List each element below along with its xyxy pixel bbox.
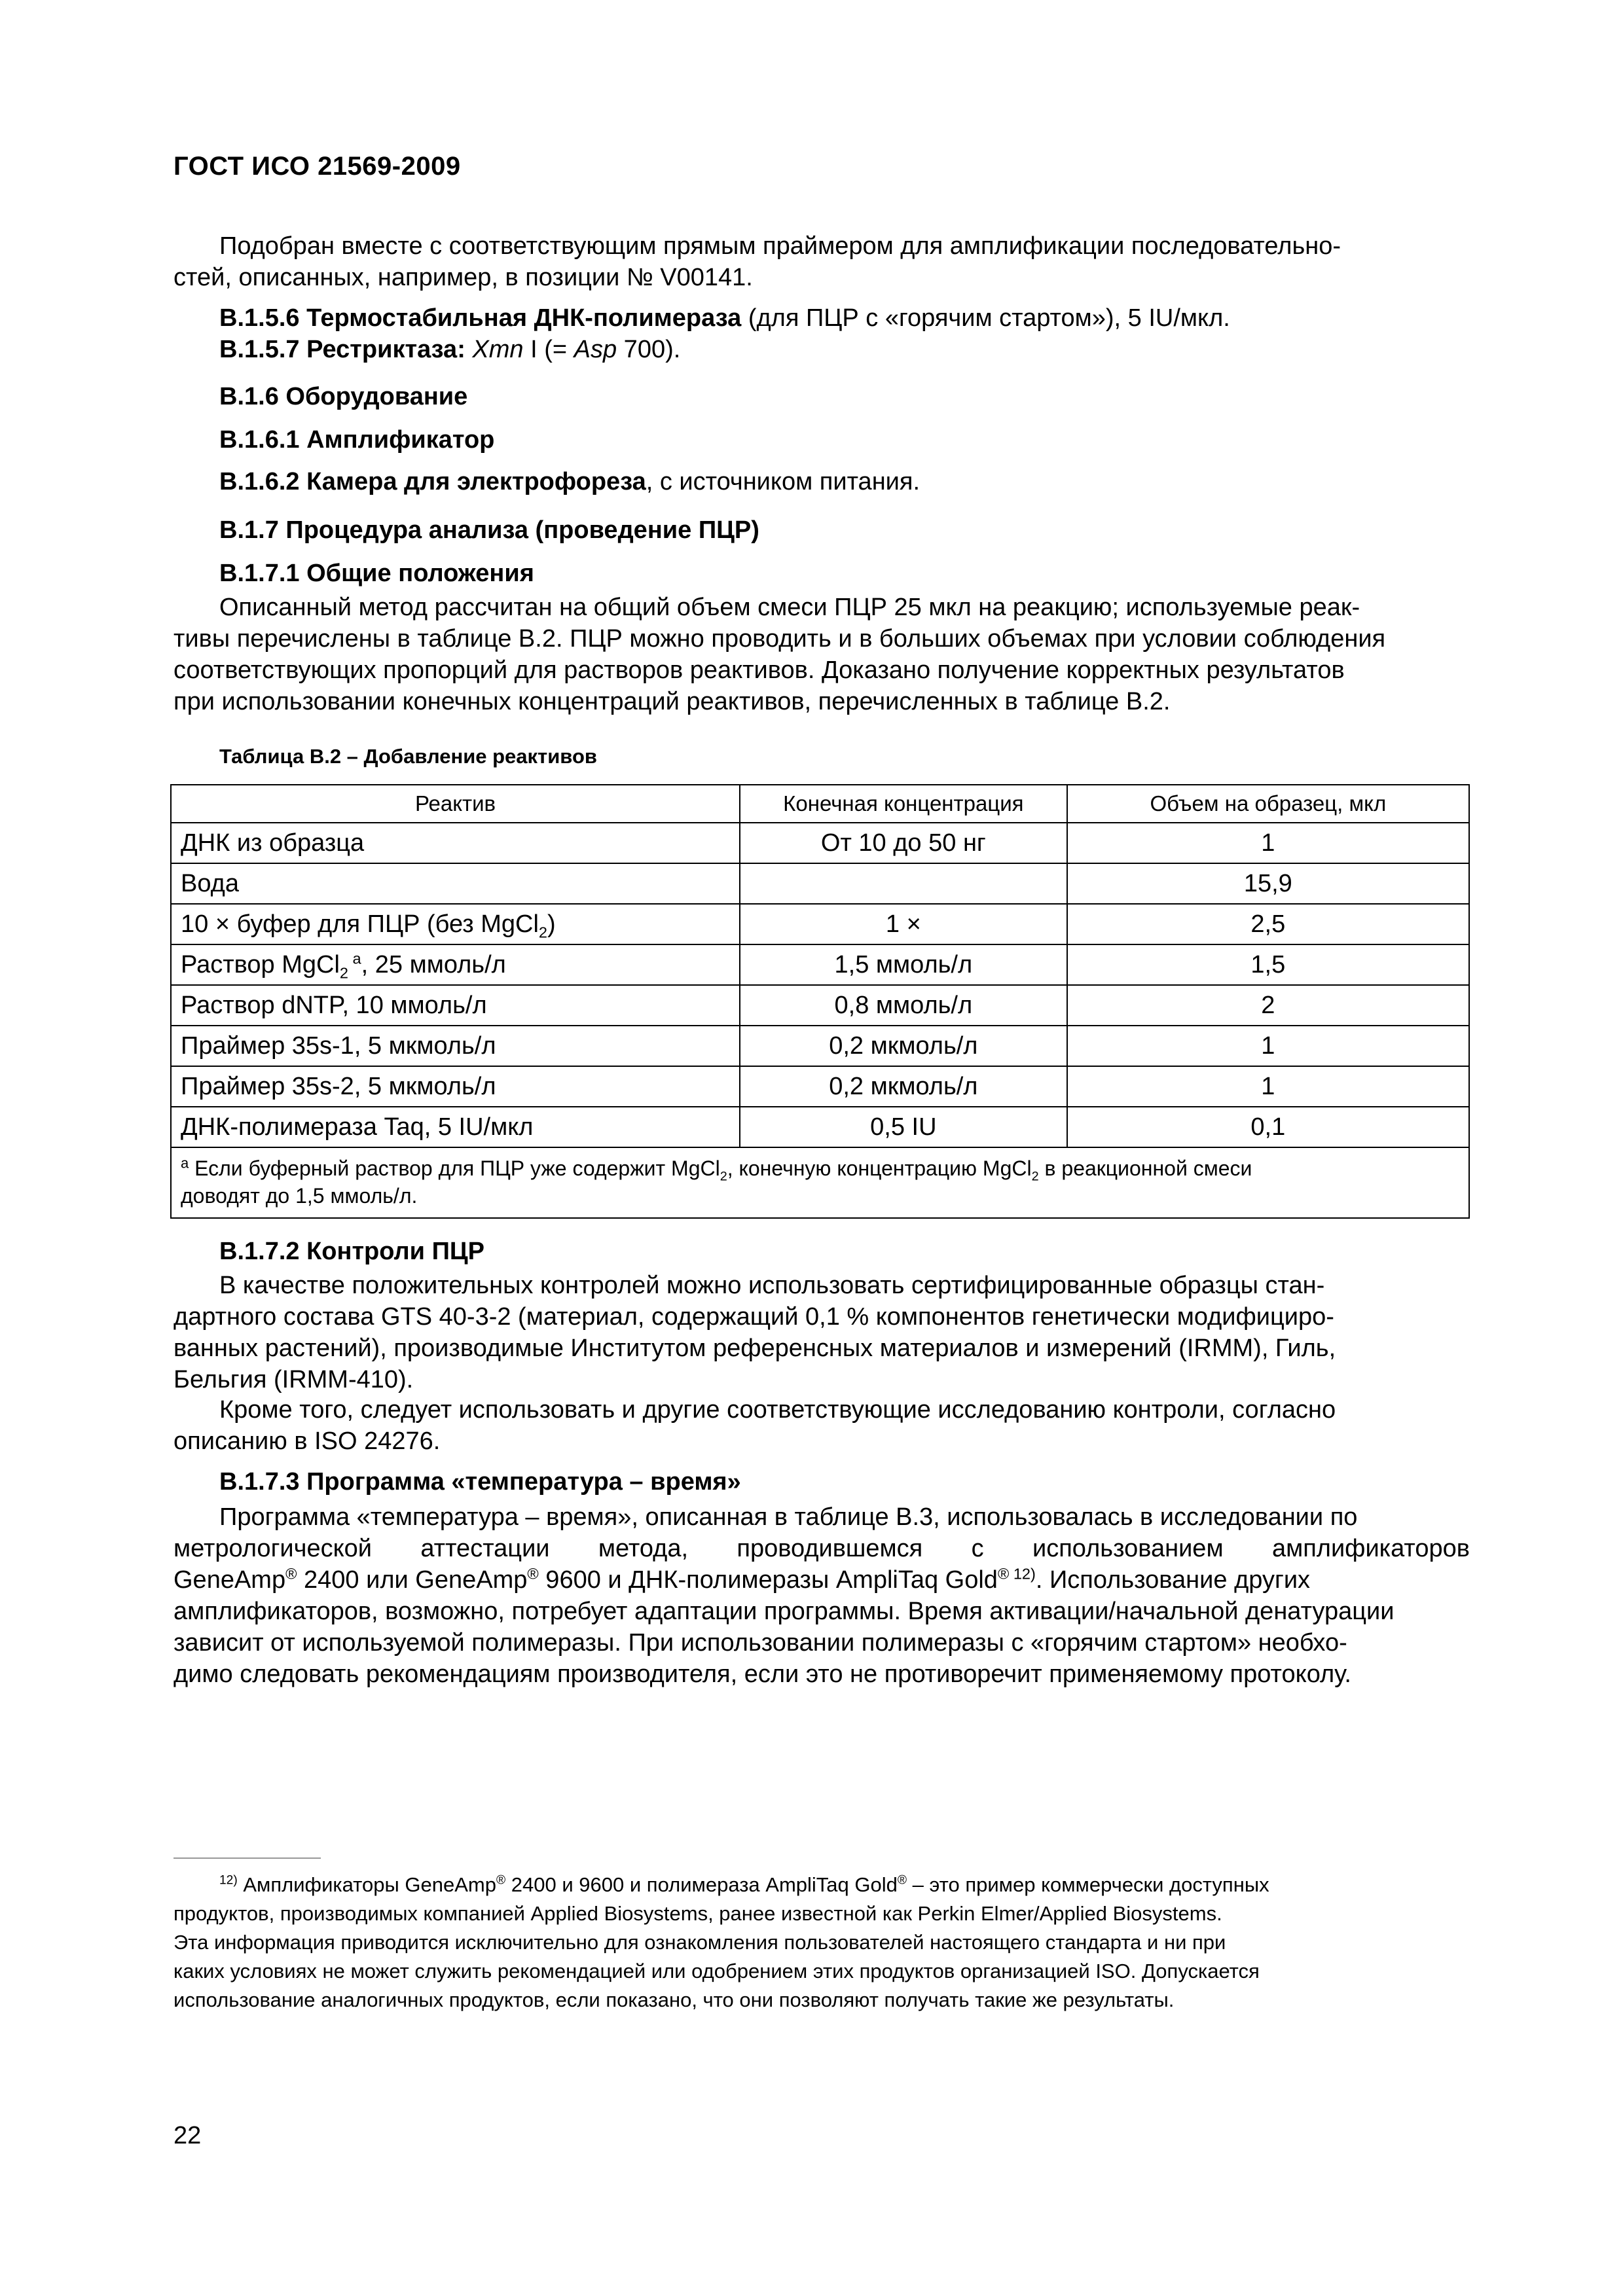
footnote-reference: 12) [1009, 1565, 1036, 1583]
subscript: 2 [1031, 1169, 1039, 1184]
paragraph-line: Описанный метод рассчитан на общий объем смеси ПЦР 25 мкл на реакцию; используемые реак- [219, 594, 1360, 621]
table-row [171, 1026, 1469, 1066]
section-title: Амплификатор [306, 426, 495, 454]
concentration-cell: 0,5 IU [740, 1107, 1067, 1147]
footnote-text: Эта информация приводится исключительно для ознакомления пользователей настоящего стандарта и ни при [173, 1931, 1226, 1954]
footnote-text: , конечную концентрацию MgCl [727, 1157, 1032, 1180]
table-row [171, 863, 1469, 904]
paragraph-line: В качестве положительных контролей можно использовать сертифицированные образцы стан- [219, 1272, 1325, 1299]
volume-cell: 1 [1067, 823, 1469, 863]
table-row [171, 904, 1469, 944]
paragraph-line: Программа «температура – время», описанная в таблице B.3, использовалась в исследовании по [219, 1503, 1358, 1531]
registered-mark: ® [496, 1873, 506, 1888]
section-b162 [219, 466, 1470, 497]
intro-paragraph [173, 230, 1470, 293]
section-b161 [219, 424, 1470, 456]
reagent-cell: Раствор dNTP, 10 ммоль/л [171, 985, 740, 1026]
footnote-text: Амплификаторы GeneAmp [237, 1873, 496, 1896]
concentration-cell: 1,5 ммоль/л [740, 944, 1067, 985]
reagent-text: 10 × буфер для ПЦР (без MgCl [181, 910, 539, 938]
concentration-cell: 1 × [740, 904, 1067, 944]
reagent-cell [171, 904, 740, 944]
table-row [171, 1066, 1469, 1107]
table-footnote [171, 1147, 1469, 1218]
footnote-text: продуктов, производимых компанией Applied Biosystems, ранее известной как Perkin Elmer/Applied Biosystems. [173, 1902, 1222, 1925]
table-row [171, 823, 1469, 863]
section-title: Общие положения [306, 560, 534, 587]
concentration-cell: 0,8 ммоль/л [740, 985, 1067, 1026]
reagent-cell: Праймер 35s-1, 5 мкмоль/л [171, 1026, 740, 1066]
section-b157 [219, 334, 1470, 365]
reagent-cell [171, 944, 740, 985]
text-run: 2400 или GeneAmp [297, 1566, 528, 1594]
paragraph-line: тивы перечислены в таблице B.2. ПЦР можно проводить и в больших объемах при условии соблюдения [173, 625, 1386, 653]
section-b173 [219, 1466, 1470, 1498]
text-run: 9600 и ДНК-полимеразы AmpliTaq Gold [538, 1566, 998, 1594]
paragraph-line: описанию в ISO 24276. [173, 1427, 441, 1455]
section-title: Камера для электрофореза [306, 468, 646, 495]
paragraph-line: соответствующих пропорций для растворов реактивов. Доказано получение корректных результатов [173, 656, 1345, 684]
subscript: 2 [538, 924, 548, 941]
section-number: B.1.5.6 [219, 304, 300, 332]
volume-cell: 2,5 [1067, 904, 1469, 944]
table-row [171, 944, 1469, 985]
section-title: Контроли ПЦР [306, 1238, 485, 1265]
paragraph-line: Кроме того, следует использовать и другие соответствующие исследованию контроли, согласно [219, 1396, 1336, 1424]
registered-mark: ® [527, 1565, 539, 1583]
section-number: B.1.6.2 [219, 468, 300, 495]
section-text: 700). [617, 336, 681, 363]
section-number: B.1.7 [219, 516, 279, 544]
paragraph-line: при использовании конечных концентраций реактивов, перечисленных в таблице B.2. [173, 688, 1171, 715]
concentration-cell: 0,2 мкмоль/л [740, 1026, 1067, 1066]
paragraph-line: дартного состава GTS 40-3-2 (материал, содержащий 0,1 % компонентов генетически модифициро- [173, 1303, 1334, 1331]
subscript: 2 [339, 964, 348, 982]
intro-line: Подобран вместе с соответствующим прямым праймером для амплификации последовательно- [219, 232, 1341, 260]
table-row [171, 985, 1469, 1026]
section-title: Программа «температура – время» [306, 1468, 741, 1496]
reagents-table [170, 784, 1470, 1219]
section-b171 [219, 558, 1470, 589]
volume-cell: 2 [1067, 985, 1469, 1026]
registered-mark: ® [897, 1873, 907, 1888]
section-number: B.1.7.1 [219, 560, 300, 587]
paragraph-line: амплификаторов, возможно, потребует адаптации программы. Время активации/начальной денатурации [173, 1598, 1395, 1625]
table-caption: Таблица B.2 – Добавление реактивов [219, 745, 597, 768]
footnote-marker: a [348, 949, 361, 967]
volume-cell: 1 [1067, 1066, 1469, 1107]
concentration-cell: От 10 до 50 нг [740, 823, 1067, 863]
footnote-marker: a [181, 1155, 189, 1172]
reagent-text: Раствор MgCl [181, 950, 340, 978]
section-number: B.1.6 [219, 383, 279, 410]
section-text: (для ПЦР с «горячим стартом»), 5 IU/мкл. [741, 304, 1230, 332]
volume-cell: 1 [1067, 1026, 1469, 1066]
b171-paragraph [173, 592, 1470, 717]
concentration-cell: 0,2 мкмоль/л [740, 1066, 1067, 1107]
section-number: B.1.6.1 [219, 426, 300, 454]
concentration-cell [740, 863, 1067, 904]
section-number: B.1.7.3 [219, 1468, 300, 1496]
b172-paragraph-2 [173, 1394, 1470, 1457]
paragraph-line [173, 1564, 1470, 1596]
section-number: B.1.7.2 [219, 1238, 300, 1265]
page-footnote [173, 1871, 1470, 2015]
b173-paragraph [173, 1501, 1470, 1690]
section-title: Рестриктаза: [306, 336, 465, 363]
footnote-text: каких условиях не может служить рекомендацией или одобрением этих продуктов организацией ISO. Допускается [173, 1960, 1260, 1982]
section-title: Оборудование [285, 383, 468, 410]
enzyme-name: Xmn [472, 336, 524, 363]
enzyme-name: Asp [574, 336, 617, 363]
text-run: GeneAmp [173, 1566, 286, 1594]
reagent-cell: ДНК-полимераза Taq, 5 IU/мкл [171, 1107, 740, 1147]
footnote-text: Если буферный раствор для ПЦР уже содержит MgCl [189, 1157, 720, 1180]
subscript: 2 [720, 1169, 727, 1184]
table-row [171, 1107, 1469, 1147]
paragraph-line: зависит от используемой полимеразы. При использовании полимеразы с «горячим стартом» необхо- [173, 1629, 1347, 1657]
volume-cell: 15,9 [1067, 863, 1469, 904]
section-number: B.1.5.7 [219, 336, 300, 363]
section-text: I (= [523, 336, 574, 363]
reagent-text: , 25 ммоль/л [361, 950, 506, 978]
section-b17 [219, 514, 1470, 546]
volume-cell: 0,1 [1067, 1107, 1469, 1147]
reagent-cell: Праймер 35s-2, 5 мкмоль/л [171, 1066, 740, 1107]
paragraph-line: димо следовать рекомендациям производителя, если это не противоречит применяемому протоколу. [173, 1660, 1351, 1688]
footnote-text: в реакционной смеси [1038, 1157, 1252, 1180]
footnote-text: использование аналогичных продуктов, если показано, что они позволяют получать такие же результаты. [173, 1988, 1175, 2011]
b172-paragraph-1 [173, 1270, 1470, 1395]
volume-cell: 1,5 [1067, 944, 1469, 985]
section-text: , с источником питания. [646, 468, 921, 495]
section-title: Термостабильная ДНК-полимераза [306, 304, 742, 332]
section-title: Процедура анализа (проведение ПЦР) [285, 516, 759, 544]
paragraph-line: ванных растений), производимые Институтом референсных материалов и измерений (IRMM), Гиль, [173, 1335, 1336, 1362]
column-header: Конечная концентрация [740, 785, 1067, 823]
paragraph-line: метрологической аттестации метода, проводившемся с использованием амплификаторов [173, 1535, 1470, 1562]
document-header: ГОСТ ИСО 21569-2009 [173, 152, 461, 181]
column-header: Реактив [171, 785, 740, 823]
paragraph-line: Бельгия (IRMM-410). [173, 1366, 414, 1393]
reagent-cell: ДНК из образца [171, 823, 740, 863]
reagent-cell: Вода [171, 863, 740, 904]
footnote-text: 2400 и 9600 и полимераза AmpliTaq Gold [505, 1873, 898, 1896]
registered-mark: ® [997, 1565, 1010, 1583]
page-number: 22 [173, 2122, 202, 2149]
text-run: . Использование других [1035, 1566, 1311, 1594]
footnote-text: – это пример коммерчески доступных [907, 1873, 1269, 1896]
footnote-marker: 12) [219, 1873, 238, 1888]
footnote-separator [173, 1857, 321, 1859]
section-b16 [219, 381, 1470, 412]
section-b172 [219, 1236, 1470, 1267]
column-header: Объем на образец, мкл [1067, 785, 1469, 823]
table-header-row [171, 785, 1469, 823]
table-footnote-row [171, 1147, 1469, 1218]
section-b156 [219, 302, 1470, 334]
registered-mark: ® [285, 1565, 297, 1583]
reagent-text: ) [547, 910, 556, 938]
intro-line: стей, описанных, например, в позиции № V00141. [173, 264, 753, 291]
footnote-text: доводят до 1,5 ммоль/л. [181, 1184, 418, 1208]
